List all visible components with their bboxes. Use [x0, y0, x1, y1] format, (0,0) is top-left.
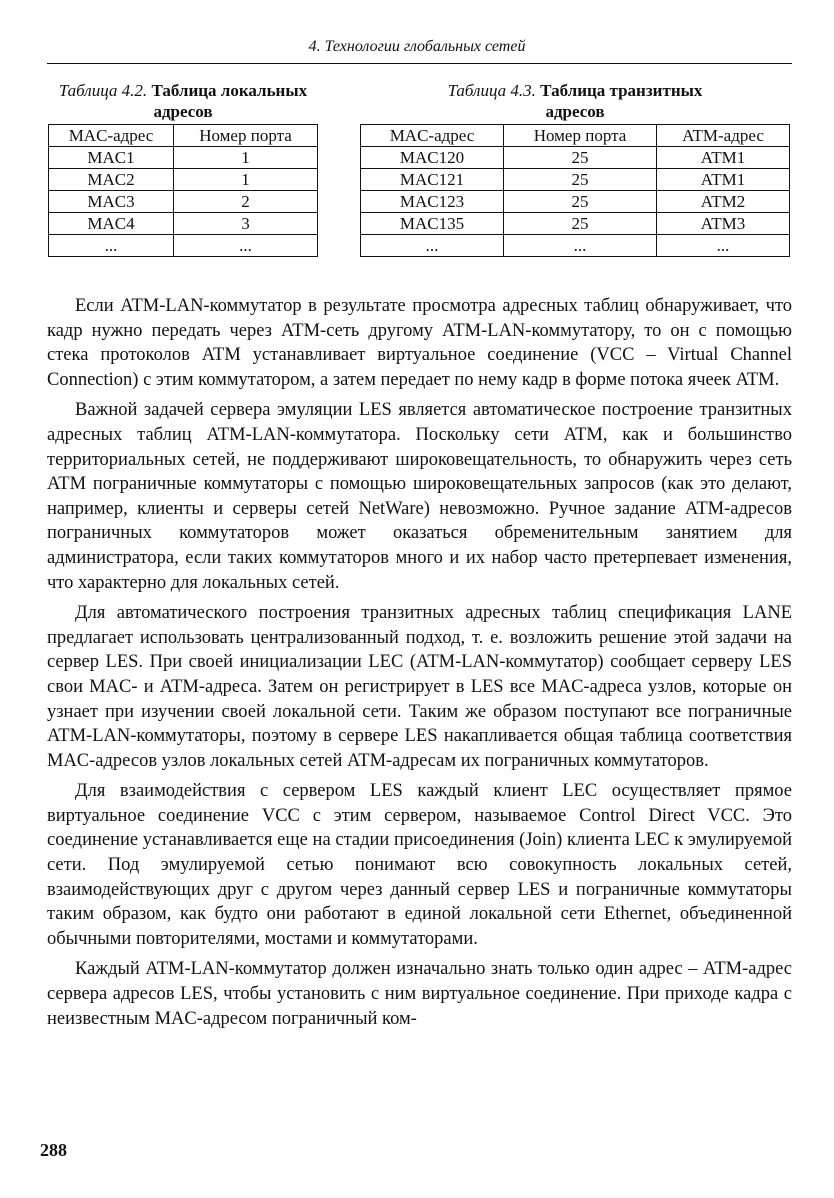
column-header: MAC-адрес [49, 125, 174, 147]
transit-table-caption-title: Таблица транзитных адресов [540, 81, 703, 121]
header-rule [47, 63, 792, 64]
paragraph: Каждый ATM-LAN-коммутатор должен изначально знать только один адрес – ATM-адрес сервера адресов LES, чтобы установить с ним виртуальное соединение. При приходе кадра с неизвестным MAC-адресом пограничный ком- [47, 959, 792, 1029]
transit-table-caption-number: Таблица 4.3. [447, 81, 536, 100]
transit-address-table [360, 124, 790, 257]
table-row [361, 191, 790, 213]
table-row [49, 169, 318, 191]
table-cell: 3 [174, 213, 318, 235]
table-cell: ATM3 [657, 213, 790, 235]
table-row [361, 235, 790, 257]
column-header: Номер порта [174, 125, 318, 147]
table-cell: ... [174, 235, 318, 257]
running-head: 4. Технологии глобальных сетей [308, 38, 526, 55]
local-table-caption-number: Таблица 4.2. [58, 81, 148, 100]
paragraph: Для взаимодействия с сервером LES каждый клиент LEC осуществляет прямое виртуальное соединение VCC с этим сервером, называемое Control Direct VCC. Это соединение устанавливается еще на стадии присоединения (Join) клиента LEC к эмулируемой сети. Под эмулируемой сетью понимают всю совокупность локальных сетей, взаимодействующих друг с другом через данный сервер LES и пограничные коммутаторы таким образом, как будто они работают в единой локальной сети Ethernet, объединенной обычными повторителями, мостами и коммутаторами. [47, 781, 792, 949]
transit-address-table-block [360, 80, 790, 257]
table-header-row [49, 125, 318, 147]
table-row [49, 147, 318, 169]
table-row [49, 235, 318, 257]
table-cell: ... [49, 235, 174, 257]
table-row [361, 147, 790, 169]
table-cell: 2 [174, 191, 318, 213]
column-header: ATM-адрес [657, 125, 790, 147]
paragraph: Если ATM-LAN-коммутатор в результате просмотра адресных таблиц обнаруживает, что кадр нужно передать через ATM-сеть другому ATM-LAN-коммутатору, то он с помощью стека протоколов ATM устанавливает виртуальное соединение (VCC – Virtual Channel Connection) с этим коммутатором, а затем передает по нему кадр в форме потока ячеек ATM. [47, 296, 792, 390]
table-cell: 25 [504, 213, 657, 235]
table-cell: ... [361, 235, 504, 257]
local-address-table [48, 124, 318, 257]
transit-table-caption [360, 80, 790, 122]
table-row [49, 213, 318, 235]
table-row [49, 191, 318, 213]
paragraph: Для автоматического построения транзитных адресных таблиц спецификация LANE предлагает использовать централизованный подход, т. е. возложить решение этой задачи на сервер LES. При своей инициализации LEC (ATM-LAN-коммутатор) сообщает серверу LES свои MAC- и ATM-адреса. Затем он регистрирует в LES все MAC-адреса узлов, которые он узнает при изучении своей локальной сети. Таким же образом поступают все пограничные ATM-LAN-коммутаторы, поэтому в сервере LES накапливается общая таблица соответствия MAC-адресов узлов локальных сетей ATM-адресам их пограничных коммутаторов. [47, 603, 792, 771]
table-cell: MAC1 [49, 147, 174, 169]
table-cell: MAC120 [361, 147, 504, 169]
table-cell: MAC4 [49, 213, 174, 235]
table-cell: 25 [504, 191, 657, 213]
table-row [361, 213, 790, 235]
table-cell: ATM1 [657, 169, 790, 191]
local-table-caption [48, 80, 318, 122]
table-cell: ATM2 [657, 191, 790, 213]
column-header: MAC-адрес [361, 125, 504, 147]
table-cell: MAC135 [361, 213, 504, 235]
table-cell: ... [657, 235, 790, 257]
table-header-row [361, 125, 790, 147]
local-table-caption-title: Таблица локальных адресов [151, 81, 308, 121]
body-text [47, 294, 792, 1037]
table-cell: 1 [174, 169, 318, 191]
table-cell: 25 [504, 147, 657, 169]
table-cell: ATM1 [657, 147, 790, 169]
local-address-table-block [48, 80, 318, 257]
table-cell: MAC3 [49, 191, 174, 213]
table-cell: 25 [504, 169, 657, 191]
table-row [361, 169, 790, 191]
column-header: Номер порта [504, 125, 657, 147]
table-cell: ... [504, 235, 657, 257]
page-number: 288 [40, 1140, 67, 1160]
table-cell: MAC123 [361, 191, 504, 213]
table-cell: MAC121 [361, 169, 504, 191]
table-cell: 1 [174, 147, 318, 169]
table-cell: MAC2 [49, 169, 174, 191]
paragraph: Важной задачей сервера эмуляции LES является автоматическое построение транзитных адресных таблиц ATM-LAN-коммутатора. Поскольку сети ATM, как и большинство территориальных сетей, не поддерживают широковещательность, то обнаружить через сеть ATM пограничные коммутаторы с помощью широковещательных запросов (как это делают, например, клиенты и серверы сетей NetWare) невозможно. Ручное задание ATM-адресов пограничных коммутаторов может оказаться обременительным занятием для администратора, если таких коммутаторов много и их набор часто претерпевает изменения, что характерно для локальных сетей. [47, 400, 792, 593]
